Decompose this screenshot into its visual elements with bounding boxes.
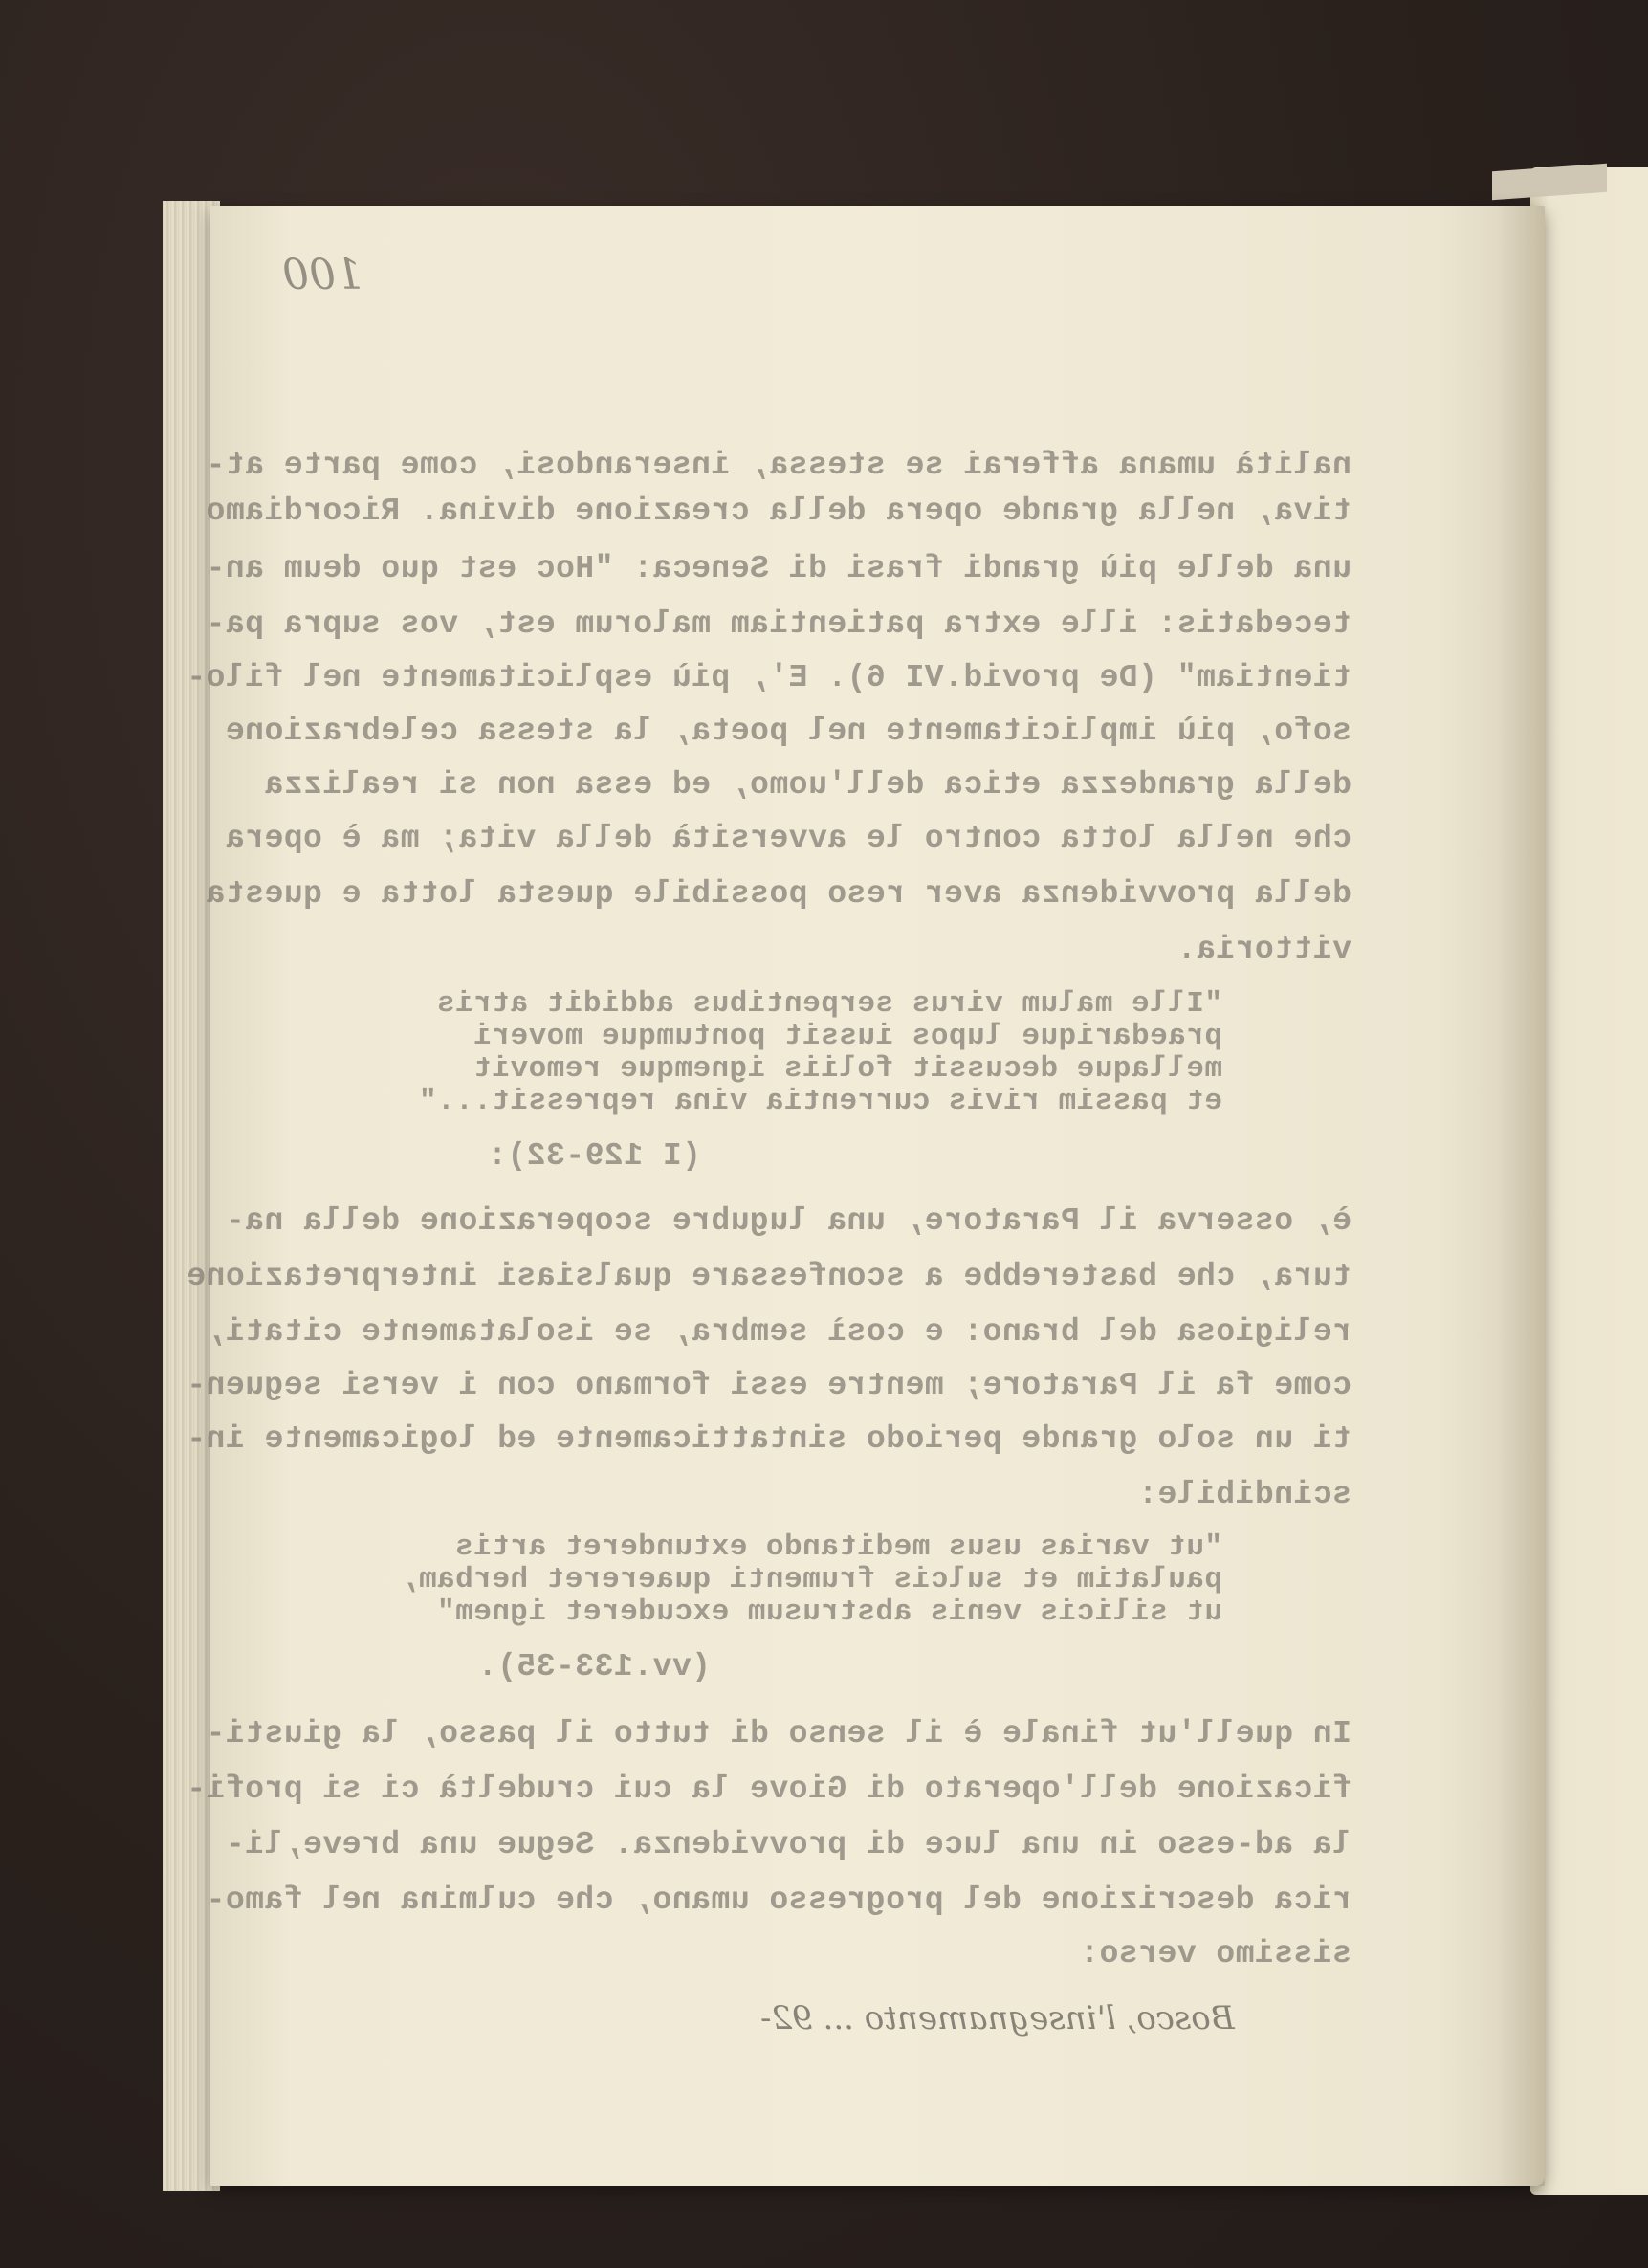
text-line: è, osserva il Paratore, una lugubre scoperazione della na- — [225, 1203, 1351, 1239]
verse-line: "Ille malum virus serpentibus addidit atris — [436, 987, 1222, 1021]
text-line: ti un solo grande periodo sintatticamente ed logicamente in- — [186, 1421, 1351, 1457]
text-line: tiva, nella grande opera della creazione divina. Ricordiamo — [206, 494, 1351, 529]
handwritten-note: Bosco, l'insegnamento ... 92- — [760, 1999, 1235, 2037]
verse-line: et passim rivis currentia vina repressit..." — [418, 1085, 1222, 1118]
text-line: scindibile: — [1137, 1477, 1351, 1512]
text-line: In quell'ut finale è il senso di tutto il passo, la giusti- — [206, 1716, 1351, 1751]
verse-reference: (I 129-32): — [487, 1138, 701, 1174]
text-line: ficazione dell'operato di Giove la cui crudeltà ci si profi- — [186, 1772, 1351, 1807]
text-line: tientiam" (De provid.VI 6). E', più esplicitamente nel filo- — [186, 660, 1351, 695]
text-line: tecedatis: ille extra patientiam malorum est, vos supra pa- — [206, 606, 1351, 642]
verse-line: "ut varias usus meditando extunderet artis — [454, 1530, 1222, 1564]
verse-reference: (vv.133-35). — [477, 1649, 711, 1684]
text-line: vittoria. — [1176, 932, 1351, 967]
text-line: sissimo verso: — [1079, 1936, 1351, 1971]
text-line: sofo, più implicitamente nel poeta, la stessa celebrazione — [225, 714, 1351, 749]
verse-line: paulatim et sulcis frumenti quaereret herbam, — [400, 1563, 1222, 1596]
facing-page-edge — [1530, 167, 1648, 2195]
text-line: tura, che basterebbe a sconfessare qualsiasi interpretazione — [186, 1259, 1351, 1294]
text-line: della provvidenza aver reso possibile questa lotta e questa — [206, 876, 1351, 912]
text-line: che nella lotta contro le avversità della vita; ma è opera — [225, 821, 1351, 856]
text-line: della grandezza etica dell'uomo, ed essa non si realizza — [264, 767, 1351, 803]
typescript-page — [210, 206, 1545, 2186]
verse-line: praedarique lupos iussit pontumque moveri — [472, 1020, 1222, 1053]
page-number: 100 — [282, 251, 363, 299]
text-line: rica descrizione del progresso umano, che culmina nel famo- — [206, 1883, 1351, 1918]
verse-line: ut silicis venis abstrusum excuderet ignem" — [436, 1596, 1222, 1629]
text-line: la ad-esso in una luce di provvidenza. Segue una breve,li- — [225, 1827, 1351, 1862]
text-line: come fa il Paratore; mentre essi formano con i versi seguen- — [186, 1368, 1351, 1403]
verse-line: mellaque decussit foliis ignemque removit — [472, 1052, 1222, 1086]
text-line: una delle più grandi frasi di Seneca: "Hoc est quo deum an- — [206, 551, 1351, 586]
text-line: religiosa del brano: e così sembra, se isolatamente citati, — [206, 1314, 1351, 1350]
text-line: nalità umana afferai se stessa, inserandosi, come parte at- — [206, 448, 1351, 483]
gutter-shadow — [1497, 206, 1545, 2186]
